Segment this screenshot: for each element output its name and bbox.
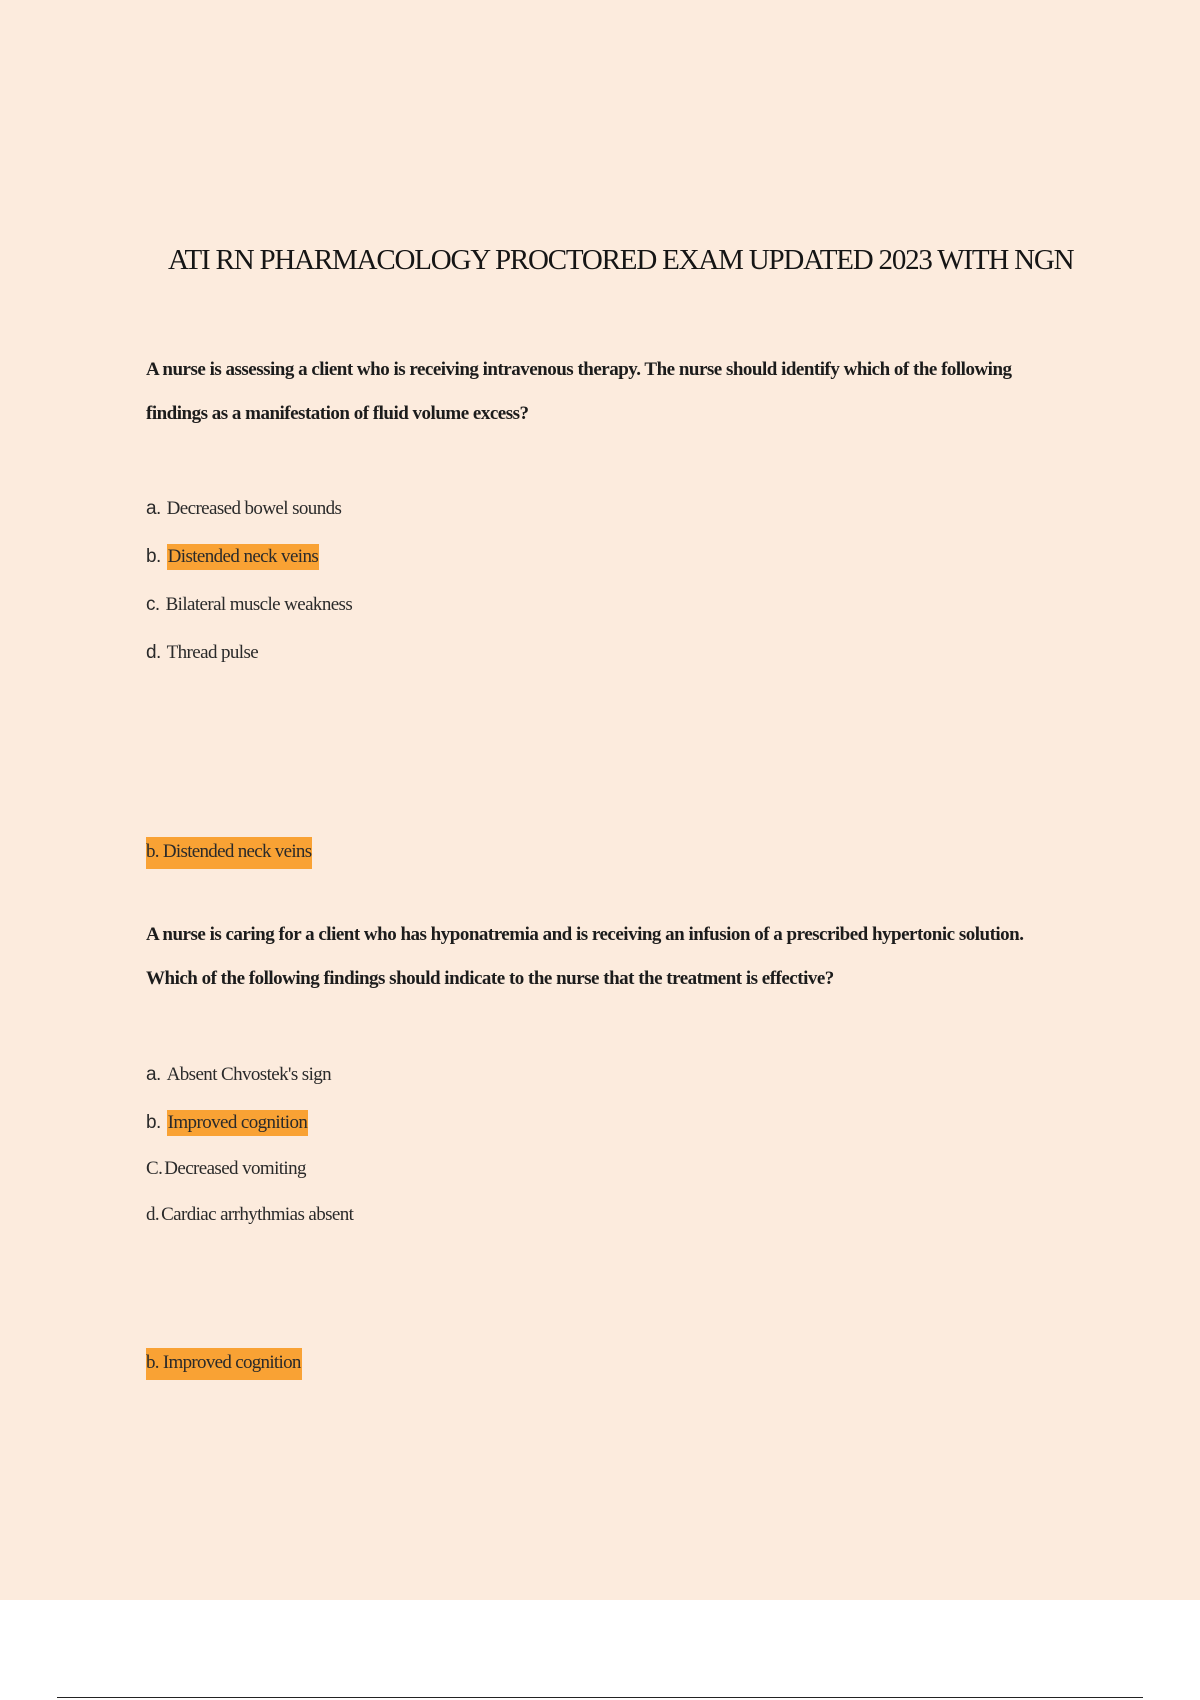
question-2-option-c: [146, 1156, 306, 1182]
question-2-text: A nurse is caring for a client who has hyponatremia and is receiving an infusion of a prescribed hypertonic solution. Which of the following findings should indicate to the nurse that the treatment is effective?: [146, 924, 1024, 989]
question-1-answer: b. Distended neck veins: [146, 837, 312, 869]
highlighted-option-text: Distended neck veins: [167, 544, 320, 570]
option-text: Cardiac arrhythmias absent: [161, 1204, 354, 1225]
option-text: Decreased vomiting: [164, 1158, 306, 1179]
question-1-option-c: [146, 592, 352, 618]
option-letter: c.: [146, 594, 160, 615]
question-1-text: A nurse is assessing a client who is receiving intravenous therapy. The nurse should identify which of the following findings as a manifestation of fluid volume excess?: [146, 359, 1012, 424]
option-letter: d.: [146, 642, 161, 663]
option-letter: b.: [146, 1112, 161, 1133]
footer-divider: [57, 1697, 1143, 1698]
option-letter: b.: [146, 546, 161, 567]
option-text: Absent Chvostek's sign: [166, 1064, 332, 1085]
highlighted-option-text: Improved cognition: [167, 1110, 309, 1136]
question-1-option-b: [146, 544, 319, 570]
option-text: Decreased bowel sounds: [166, 498, 342, 519]
option-text: Thread pulse: [166, 642, 259, 663]
question-2-option-a: [146, 1062, 331, 1088]
option-letter: a.: [146, 1064, 161, 1085]
question-1-option-d: [146, 640, 258, 666]
question-2-answer: b. Improved cognition: [146, 1348, 302, 1380]
option-letter: d.: [146, 1204, 160, 1225]
option-text: Bilateral muscle weakness: [165, 594, 353, 615]
option-letter: C.: [146, 1158, 163, 1179]
question-2-option-b: [146, 1110, 308, 1136]
document-title: ATI RN PHARMACOLOGY PROCTORED EXAM UPDATED 2023 WITH NGN: [168, 244, 1074, 276]
question-2-option-d: [146, 1202, 353, 1228]
option-letter: a.: [146, 498, 161, 519]
question-1-option-a: [146, 496, 341, 522]
